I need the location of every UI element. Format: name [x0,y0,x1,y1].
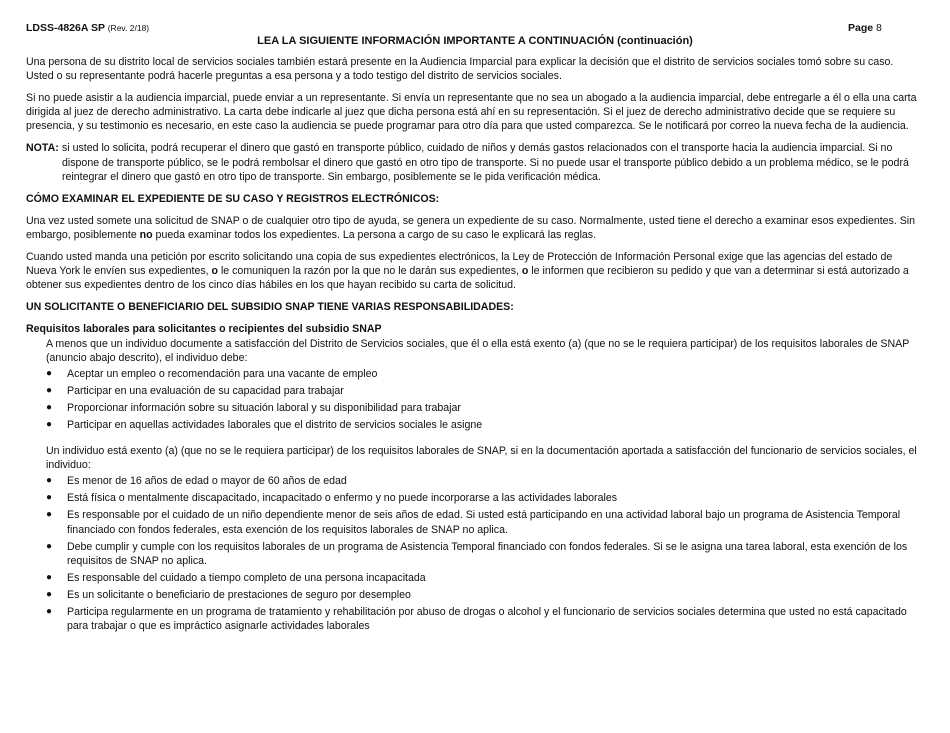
intro-paragraph-2: Si no puede asistir a la audiencia imparcial, puede enviar a un representante. Si envía un representante que no sea un abogado a la audiencia imparcial, debe entregarle a él o ella una carta dirigida al juez de derecho administrativo. La carta debe indicarle al juez que dicha persona está ahí en su representación. Si el juez de derecho administrativo decide que se requiere su presencia, y su testimonio es necesario, en este caso la audiencia se puede programar para otro día para que usted comparezca. Se le notificará por correo la nueva fecha de la audiencia. [26,92,917,133]
form-id [26,21,149,35]
note-label: NOTA: [26,142,59,155]
work-requirements-section [46,337,922,634]
records-paragraph-2: Cuando usted manda una petición por escrito solicitando una copia de sus expedientes electrónicos, la Ley de Protección de Información Personal exige que las agencias del estado de Nueva York le envíen sus expedientes, o le comuniquen la razón por la que no le darán sus expedientes, o le informen que recibieron su pedido y que van a determinar si está autorizado a obtener sus expedientes dentro de los cinco días hábiles en los que hayan recibido su carta de solicitud. [26,251,909,292]
bullet-icon: ● [46,401,53,413]
page-title: LEA LA SIGUIENTE INFORMACIÓN IMPORTANTE A CONTINUACIÓN (continuación) [257,35,693,47]
list-item: ● Es responsable del cuidado a tiempo completo de una persona incapacitada [46,571,426,584]
bullet-icon: ● [46,606,53,617]
list-item: ● Proporcionar información sobre su situación laboral y su disponibilidad para trabajar [46,401,461,414]
page-number-value: 8 [876,22,882,34]
list-item: ● Está física o mentalmente discapacitado, incapacitado o enfermo y no puede incorporarse a las actividades laborales [46,492,618,505]
page-label: Page [848,22,874,34]
list-item: ● Es menor de 16 años de edad o mayor de 60 años de edad [46,475,347,488]
list-item: ● Es responsable por el cuidado de un niño dependiente menor de seis años de edad. Si usted está participando en una actividad laboral bajo un programa de Asistencia Temporal financiado con fondos federales, esta exención de los requisitos laborales de SNAP no aplica. [46,509,901,536]
must-intro: A menos que un individuo documente a satisfacción del Distrito de Servicios sociales, que él o ella está exento (a) (que no se le requiera participar) de los requisitos laborales de SNAP (anuncio abajo descrito), el individuo debe: [46,337,910,364]
exempt-list [46,474,922,633]
bullet-icon: ● [46,475,53,487]
bullet-icon: ● [46,509,53,521]
document-body [26,55,922,636]
responsibilities-heading: UN SOLICITANTE O BENEFICIARIO DEL SUBSIDIO SNAP TIENE VARIAS RESPONSABILIDADES: [26,301,514,314]
intro-paragraph-1: Una persona de su distrito local de servicios sociales también estará presente en la Audiencia Imparcial para explicar la decisión que el distrito de servicios sociales tomó sobre su caso. Usted o su representante podrá hacerle preguntas a esa persona y a todo testigo del distrito de servicios sociales. [26,56,894,83]
list-item: ● Participar en aquellas actividades laborales que el distrito de servicios sociales le asigne [46,418,483,431]
bullet-icon: ● [46,418,53,430]
form-revision: (Rev. 2/18) [107,23,150,33]
page-number [848,21,882,35]
emphasis-no: no [139,228,153,241]
note-text: si usted lo solicita, podrá recuperar el dinero que gastó en transporte público, cuidado de niños y demás gastos relacionados con el transporte hacia la audiencia imparcial. Si no dispone de transporte público, se le podrá rembolsar el dinero que gastó en otro tipo de transporte. Si no puede usar el transporte público debido a un problema médico, se le podrá reintegrar el dinero que gastó en otro tipo de transporte. Sin embargo, posiblemente se le pida verificación médica. [62,142,909,183]
list-item: ● Participa regularmente en un programa de tratamiento y rehabilitación por abuso de drogas o alcohol y el funcionario de servicios sociales determina que usted no está capacitado para trabajar o que es impráctico asignarle actividades laborales [46,606,907,633]
bullet-icon: ● [46,492,53,504]
bullet-icon: ● [46,367,53,379]
bullet-icon: ● [46,384,53,396]
bullet-icon: ● [46,540,53,552]
bullet-icon: ● [46,588,53,600]
exempt-intro: Un individuo está exento (a) (que no se le requiera participar) de los requisitos laborales de SNAP, si en la documentación aportada a satisfacción del funcionario de servicios sociales, el individuo: [46,445,917,472]
list-item: ● Participar en una evaluación de su capacidad para trabajar [46,384,344,397]
form-number: LDSS-4826A SP [26,22,105,34]
emphasis-or-2: o [521,265,529,278]
note-block [26,141,922,183]
records-paragraph-1: Una vez usted somete una solicitud de SNAP o de cualquier otro tipo de ayuda, se genera un expediente de su caso. Normalmente, usted tiene el derecho a examinar esos expedientes. Sin embargo, posiblemente no pueda examinar todos los expedientes. La persona a cargo de su caso le explicará las reglas. [26,214,916,241]
must-list [46,367,922,432]
list-item: ● Debe cumplir y cumple con los requisitos laborales de un programa de Asistencia Temporal financiado con fondos federales. Si se le asigna una tarea laboral, esta exención de los requisitos de SNAP no aplica. [46,540,908,567]
list-item: ● Es un solicitante o beneficiario de prestaciones de seguro por desempleo [46,588,411,601]
list-item: ● Aceptar un empleo o recomendación para una vacante de empleo [46,367,378,380]
emphasis-or-1: o [211,265,218,278]
bullet-icon: ● [46,571,53,583]
records-heading: CÓMO EXAMINAR EL EXPEDIENTE DE SU CASO Y REGISTROS ELECTRÓNICOS: [26,192,440,205]
work-requirements-subheading: Requisitos laborales para solicitantes o recipientes del subsidio SNAP [26,323,382,336]
